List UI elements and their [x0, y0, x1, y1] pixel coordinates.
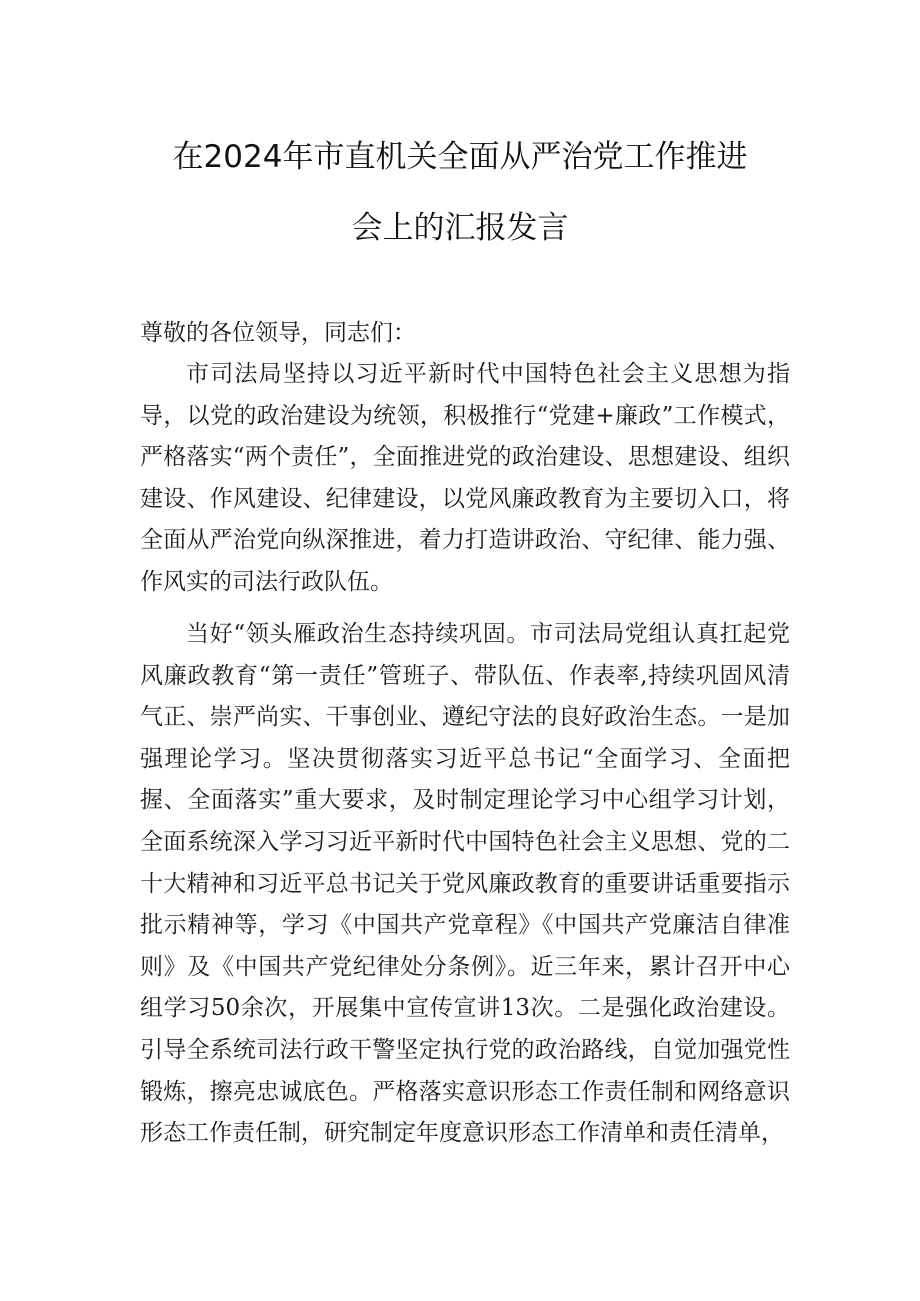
document-title-line-1: 在2024年市直机关全面从严治党工作推进 — [172, 139, 748, 175]
salutation: 尊敬的各位领导，同志们： — [140, 320, 416, 346]
paragraph-1: 市司法局坚持以习近平新时代中国特色社会主义思想为指导，以党的政治建设为统领，积极推行“党建+廉政”工作模式，严格落实“两个责任”，全面推进党的政治建设、思想建设、组织建设、作风建设、纪律建设，以党风廉政教育为主要切入口，将全面从严治党向纵深推进，着力打造讲政治、守纪律、能力强、作风实的司法行政队伍。 — [140, 361, 790, 595]
paragraph-2: 当好“领头雁政治生态持续巩固。市司法局党组认真扛起党风廉政教育“第一责任”管班子、带队伍、作表率,持续巩固风清气正、崇严尚实、干事创业、遵纪守法的良好政治生态。一是加强理论学习。坚决贯彻落实习近平总书记“全面学习、全面把握、全面落实”重大要求，及时制定理论学习中心组学习计划，全面系统深入学习习近平新时代中国特色社会主义思想、党的二十大精神和习近平总书记关于党风廉政教育的重要讲话重要指示批示精神等，学习《中国共产党章程》《中国共产党廉洁自律准则》及《中国共产党纪律处分条例》。近三年来，累计召开中心组学习50余次，开展集中宣传宣讲13次。二是强化政治建设。引导全系统司法行政干警坚定执行党的政治路线，自觉加强党性锻炼，擦亮忠诚底色。严格落实意识形态工作责任制和网络意识形态工作责任制，研究制定年度意识形态工作清单和责任清单， — [140, 621, 790, 1147]
document-title-line-2: 会上的汇报发言 — [351, 210, 569, 246]
